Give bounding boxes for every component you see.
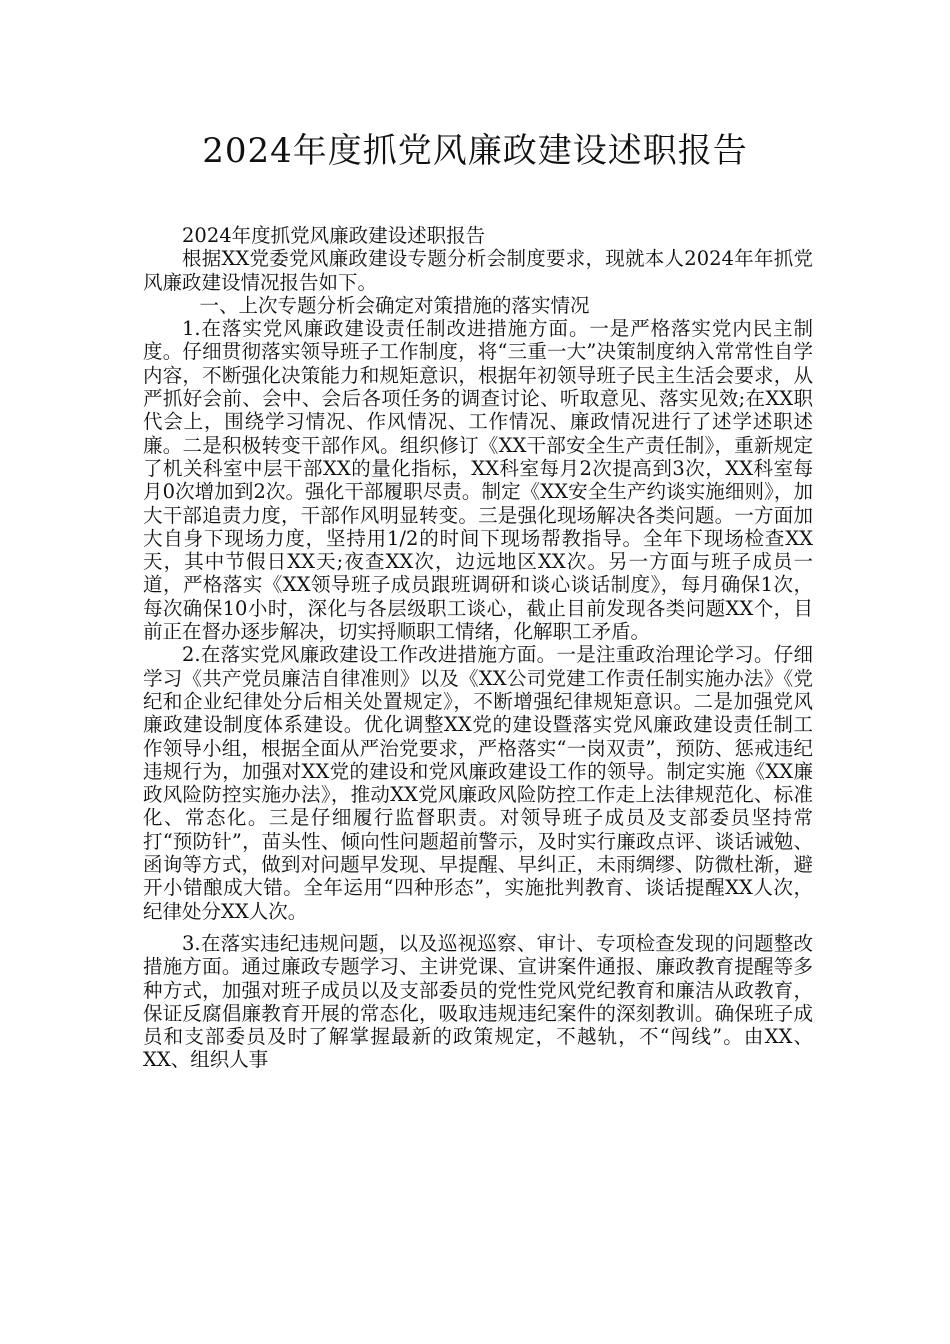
- body-paragraph-subtitle: 2024年度抓党风廉政建设述职报告: [182, 224, 486, 247]
- document-title: 2024年度抓党风廉政建设述职报告: [202, 131, 748, 171]
- document-body: [143, 224, 813, 1072]
- body-paragraph-intro: 根据XX党委党风廉政建设专题分析会制度要求，现就本人2024年年抓党风廉政建设情况报告如下。: [143, 247, 813, 294]
- body-paragraph-item-3: 3.在落实违纪违规问题，以及巡视巡察、审计、专项检查发现的问题整改措施方面。通过廉政专题学习、主讲党课、宣讲案件通报、廉政教育提醒等多种方式，加强对班子成员以及支部委员的党性党风党纪教育和廉洁从政教育，保证反腐倡廉教育开展的常态化，吸取违规违纪案件的深刻教训。确保班子成员和支部委员及时了解掌握最新的政策规定，不越轨，不“闯线”。由XX、XX、组织人事: [143, 931, 813, 1072]
- body-paragraph-item-2: 2.在落实党风廉政建设工作改进措施方面。一是注重政治理论学习。仔细学习《共产党员廉洁自律准则》以及《XX公司党建工作责任制实施办法》《党纪和企业纪律处分后相关处置规定》，不断增强纪律规矩意识。二是加强党风廉政建设制度体系建设。优化调整XX党的建设暨落实党风廉政建设责任制工作领导小组，根据全面从严治党要求，严格落实“一岗双责”，预防、惩戒违纪违规行为，加强对XX党的建设和党风廉政建设工作的领导。制定实施《XX廉政风险防控实施办法》，推动XX党风廉政风险防控工作走上法律规范化、标准化、常态化。三是仔细履行监督职责。对领导班子成员及支部委员坚持常打“预防针”，苗头性、倾向性问题超前警示，及时实行廉政点评、谈话诫勉、函询等方式，做到对问题早发现、早提醒、早纠正，未雨绸缪、防微杜渐，避开小错酿成大错。全年运用“四种形态”，实施批判教育、谈话提醒XX人次，纪律处分XX人次。: [143, 643, 813, 923]
- section-heading: 一、上次专题分析会确定对策措施的落实情况: [199, 293, 590, 317]
- body-paragraph-item-1: 1.在落实党风廉政建设责任制改进措施方面。一是严格落实党内民主制度。仔细贯彻落实领导班子工作制度，将“三重一大”决策制度纳入常常性自学内容，不断强化决策能力和规矩意识，根据年初领导班子民主生活会要求，从严抓好会前、会中、会后各项任务的调查讨论、听取意见、落实见效;在XX职代会上，围绕学习情况、作风情况、工作情况、廉政情况进行了述学述职述廉。二是积极转变干部作风。组织修订《XX干部安全生产责任制》，重新规定了机关科室中层干部XX的量化指标，XX科室每月2次提高到3次，XX科室每月0次增加到2次。强化干部履职尽责。制定《XX安全生产约谈实施细则》，加大干部追责力度，干部作风明显转变。三是强化现场解决各类问题。一方面加大自身下现场力度，坚持用1/2的时间下现场帮教指导。全年下现场检查XX天，其中节假日XX天;夜查XX次，边远地区XX次。另一方面与班子成员一道，严格落实《XX领导班子成员跟班调研和谈心谈话制度》，每月确保1次，每次确保10小时，深化与各层级职工谈心，截止目前发现各类问题XX个，目前正在督办逐步解决，切实捋顺职工情绪，化解职工矛盾。: [143, 317, 813, 644]
